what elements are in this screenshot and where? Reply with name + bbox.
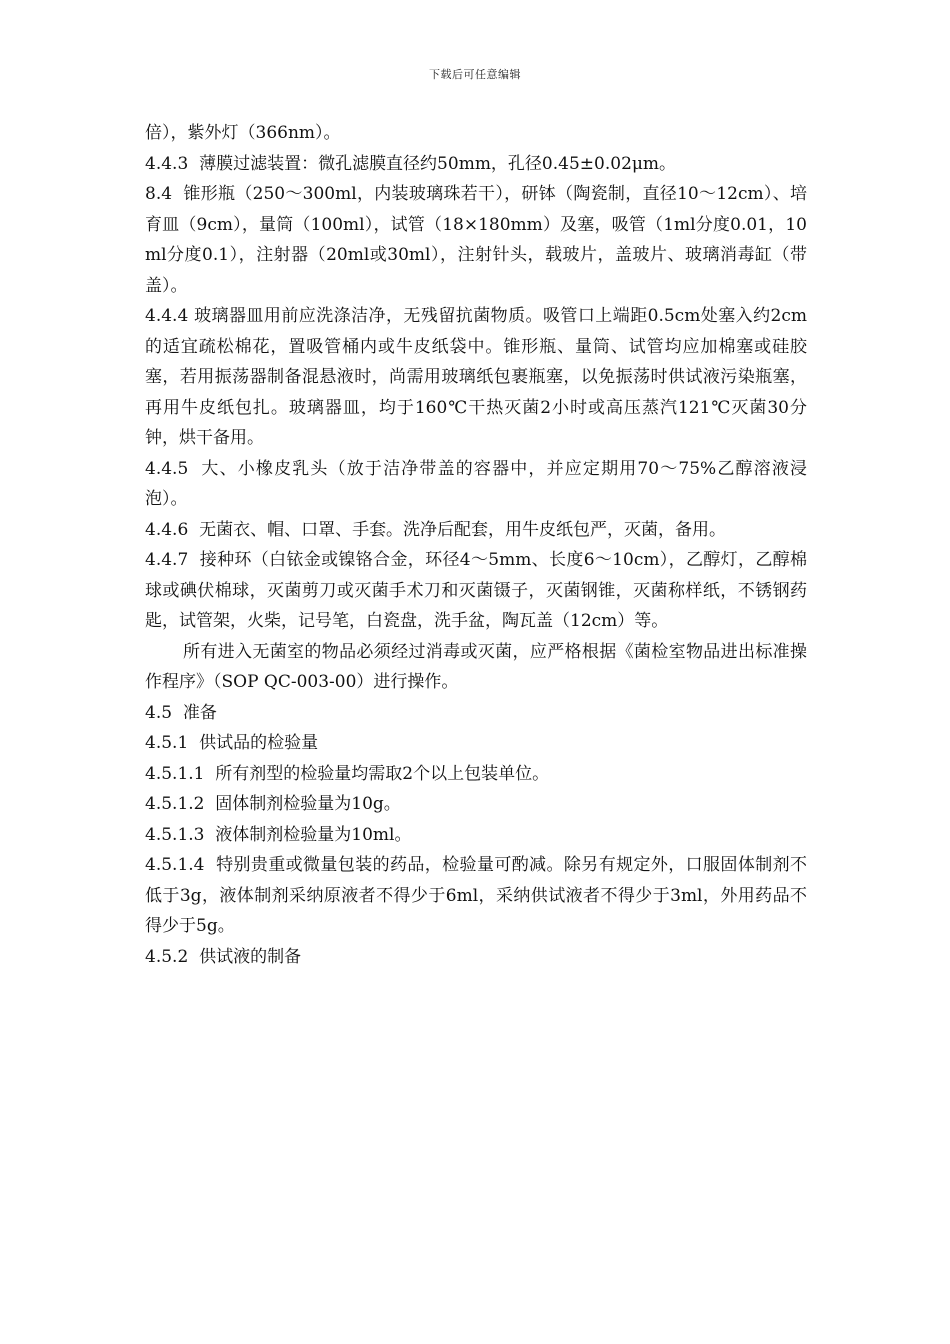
heading-4-5-1: 4.5.1 供试品的检验量: [145, 733, 319, 753]
page-header: 下载后可任意编辑: [429, 68, 521, 81]
paragraph-4-4-4: 4.4.4 玻璃器皿用前应洗涤洁净，无残留抗菌物质。吸管口上端距0.5cm处塞入约2cm的适宜疏松棉花，置吸管桶内或牛皮纸袋中。锥形瓶、量筒、试管均应加棉塞或硅胶塞，若用振荡器制备混悬液时，尚需用玻璃纸包裹瓶塞，以免振荡时供试液污染瓶塞，再用牛皮纸包扎。玻璃器皿，均于160℃干热灭菌2小时或高压蒸汽121℃灭菌30分钟，烘干备用。: [145, 306, 807, 448]
heading-4-5-2: 4.5.2 供试液的制备: [145, 946, 302, 967]
paragraph-8-4: 8.4 锥形瓶（250～300ml，内装玻璃珠若干），研钵（陶瓷制，直径10～12cm）、培育皿（9cm），量筒（100ml），试管（18×180mm）及塞，吸管（1ml分度0.01，10ml分度0.1），注射器（20ml或30ml），注射针头，载玻片，盖玻片、玻璃消毒缸（带盖）。: [145, 184, 807, 296]
paragraph-4-5-1-4: 4.5.1.4 特别贵重或微量包装的药品，检验量可酌减。除另有规定外，口服固体制剂不低于3g，液体制剂采纳原液者不得少于6ml，采纳供试液者不得少于3ml，外用药品不得少于5g。: [145, 855, 807, 936]
paragraph-4-5-1-2: 4.5.1.2 固体制剂检验量为10g。: [145, 794, 401, 814]
paragraph-sterile-room-note: 所有进入无菌室的物品必须经过消毒或灭菌，应严格根据《菌检室物品进出标准操作程序》（SOP QC-003-00）进行操作。: [145, 641, 807, 692]
paragraph-4-4-3: 4.4.3 薄膜过滤装置：微孔滤膜直径约50mm，孔径0.45±0.02μm。: [145, 153, 677, 174]
paragraph-4-5-1-3: 4.5.1.3 液体制剂检验量为10ml。: [145, 824, 412, 845]
paragraph-4-4-6: 4.4.6 无菌衣、帽、口罩、手套。洗净后配套，用牛皮纸包严，灭菌，备用。: [145, 519, 727, 540]
document-body: [145, 118, 807, 972]
paragraph-uv-lamp: 倍），紫外灯（366nm）。: [145, 123, 341, 143]
heading-4-5: 4.5 准备: [145, 702, 217, 723]
paragraph-4-4-7: 4.4.7 接种环（白铱金或镍铬合金，环径4～5mm、长度6～10cm），乙醇灯，乙醇棉球或碘伏棉球，灭菌剪刀或灭菌手术刀和灭菌镊子，灭菌钢锥，灭菌称样纸，不锈钢药匙，试管架，火柴，记号笔，白瓷盘，洗手盆，陶瓦盖（12cm）等。: [145, 550, 807, 631]
paragraph-4-4-5: 4.4.5 大、小橡皮乳头（放于洁净带盖的容器中，并应定期用70～75%乙醇溶液浸泡）。: [145, 458, 807, 509]
paragraph-4-5-1-1: 4.5.1.1 所有剂型的检验量均需取2个以上包装单位。: [145, 763, 550, 784]
